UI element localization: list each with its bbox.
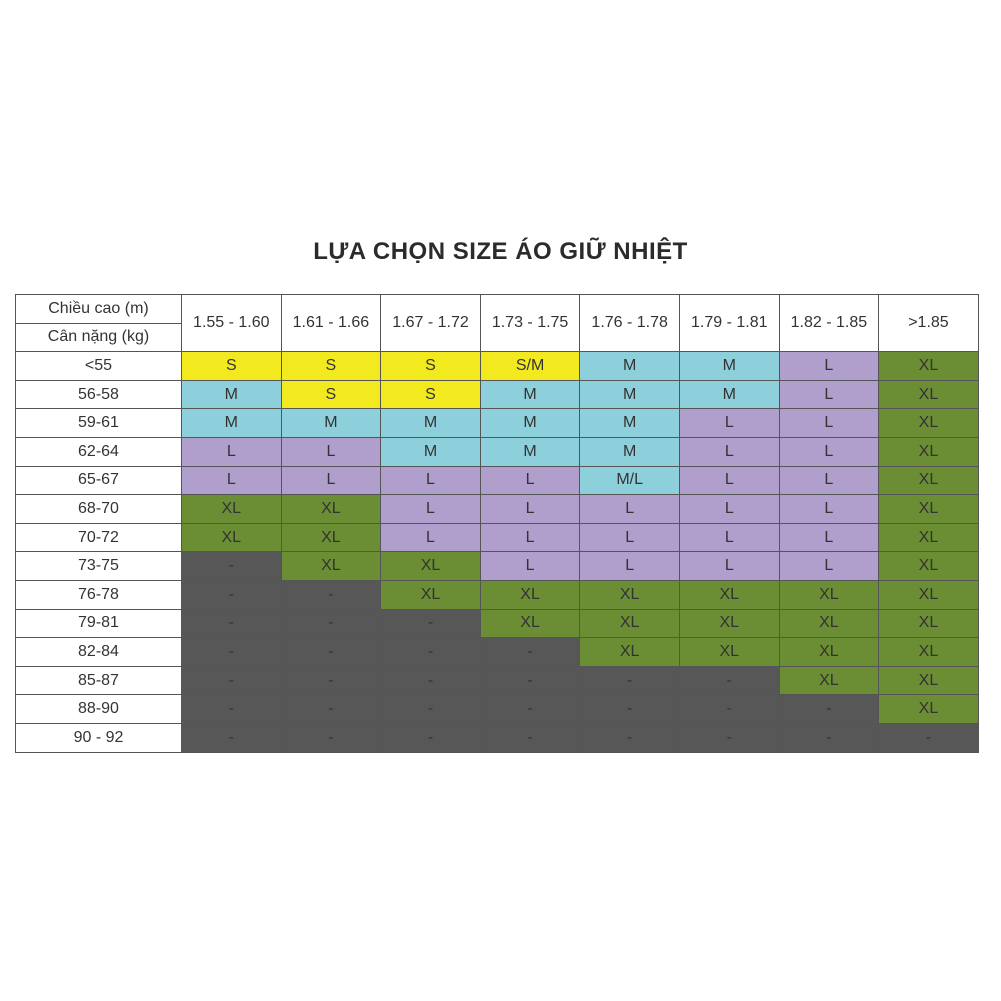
size-cell: XL	[679, 580, 779, 609]
weight-row-label: 65-67	[16, 466, 182, 495]
size-cell: L	[281, 466, 381, 495]
size-cell: L	[679, 409, 779, 438]
height-column-header: 1.55 - 1.60	[182, 295, 282, 352]
size-cell: -	[679, 666, 779, 695]
size-cell: XL	[879, 466, 979, 495]
size-cell: L	[679, 552, 779, 581]
size-cell: XL	[879, 437, 979, 466]
size-cell: -	[281, 609, 381, 638]
size-chart-table	[15, 294, 979, 753]
size-cell: XL	[381, 580, 481, 609]
size-cell: XL	[679, 609, 779, 638]
weight-row-label: 73-75	[16, 552, 182, 581]
size-cell: L	[779, 437, 879, 466]
size-cell: XL	[580, 638, 680, 667]
weight-row-label: <55	[16, 352, 182, 381]
size-cell: M	[679, 352, 779, 381]
size-cell: M	[580, 437, 680, 466]
size-cell: L	[580, 552, 680, 581]
size-cell: L	[779, 523, 879, 552]
size-cell: XL	[879, 380, 979, 409]
table-row	[16, 695, 979, 724]
table-row	[16, 437, 979, 466]
size-cell: M	[480, 409, 580, 438]
size-cell: -	[281, 638, 381, 667]
weight-axis-label: Cân nặng (kg)	[16, 323, 182, 352]
size-cell: M/L	[580, 466, 680, 495]
height-column-header: 1.73 - 1.75	[480, 295, 580, 352]
size-cell: -	[381, 723, 481, 752]
size-cell: S	[381, 380, 481, 409]
size-cell: -	[480, 723, 580, 752]
size-cell: -	[381, 638, 481, 667]
size-cell: XL	[879, 666, 979, 695]
size-cell: -	[281, 666, 381, 695]
size-cell: L	[480, 466, 580, 495]
weight-row-label: 88-90	[16, 695, 182, 724]
table-row	[16, 723, 979, 752]
size-cell: M	[580, 409, 680, 438]
table-row	[16, 609, 979, 638]
size-cell: -	[779, 723, 879, 752]
size-cell: -	[480, 666, 580, 695]
size-cell: L	[281, 437, 381, 466]
weight-row-label: 90 - 92	[16, 723, 182, 752]
size-cell: -	[480, 695, 580, 724]
size-cell: M	[679, 380, 779, 409]
size-cell: -	[182, 695, 282, 724]
weight-row-label: 79-81	[16, 609, 182, 638]
size-cell: XL	[779, 580, 879, 609]
size-cell: -	[182, 723, 282, 752]
height-column-header: 1.79 - 1.81	[679, 295, 779, 352]
size-cell: XL	[879, 409, 979, 438]
size-cell: -	[281, 723, 381, 752]
header-row-1	[16, 295, 979, 324]
size-cell: XL	[879, 695, 979, 724]
size-cell: XL	[580, 609, 680, 638]
size-cell: L	[679, 437, 779, 466]
page-title: LỰA CHỌN SIZE ÁO GIỮ NHIỆT	[313, 238, 688, 265]
size-cell: XL	[281, 523, 381, 552]
size-cell: XL	[182, 495, 282, 524]
size-cell: XL	[879, 609, 979, 638]
size-cell: M	[580, 352, 680, 381]
size-cell: XL	[281, 552, 381, 581]
size-cell: L	[580, 495, 680, 524]
table-row	[16, 380, 979, 409]
table-row	[16, 523, 979, 552]
size-cell: XL	[480, 580, 580, 609]
size-cell: L	[580, 523, 680, 552]
size-cell: M	[580, 380, 680, 409]
size-cell: XL	[679, 638, 779, 667]
table-row	[16, 580, 979, 609]
height-column-header: >1.85	[879, 295, 979, 352]
height-column-header: 1.67 - 1.72	[381, 295, 481, 352]
size-cell: L	[381, 466, 481, 495]
height-axis-label: Chiều cao (m)	[16, 295, 182, 324]
weight-row-label: 82-84	[16, 638, 182, 667]
table-row	[16, 666, 979, 695]
size-cell: XL	[879, 523, 979, 552]
height-column-header: 1.82 - 1.85	[779, 295, 879, 352]
size-cell: L	[381, 495, 481, 524]
size-cell: -	[281, 695, 381, 724]
size-cell: XL	[879, 580, 979, 609]
weight-row-label: 68-70	[16, 495, 182, 524]
size-cell: L	[779, 466, 879, 495]
weight-row-label: 59-61	[16, 409, 182, 438]
table-row	[16, 352, 979, 381]
size-cell: XL	[879, 552, 979, 581]
height-column-header: 1.76 - 1.78	[580, 295, 680, 352]
size-cell: XL	[879, 495, 979, 524]
size-cell: -	[580, 695, 680, 724]
size-cell: -	[580, 723, 680, 752]
size-cell: L	[182, 466, 282, 495]
size-cell: L	[381, 523, 481, 552]
size-cell: L	[779, 409, 879, 438]
size-cell: L	[480, 495, 580, 524]
size-cell: M	[381, 437, 481, 466]
size-cell: S	[281, 380, 381, 409]
size-cell: L	[480, 523, 580, 552]
size-cell: -	[381, 695, 481, 724]
size-cell: L	[679, 523, 779, 552]
size-cell: S	[281, 352, 381, 381]
size-cell: XL	[879, 638, 979, 667]
size-cell: -	[679, 723, 779, 752]
size-cell: -	[182, 638, 282, 667]
size-cell: L	[779, 352, 879, 381]
size-cell: -	[182, 552, 282, 581]
size-cell: L	[679, 495, 779, 524]
table-row	[16, 552, 979, 581]
size-cell: -	[679, 695, 779, 724]
size-cell: M	[480, 437, 580, 466]
size-cell: XL	[480, 609, 580, 638]
size-cell: L	[779, 380, 879, 409]
size-cell: M	[281, 409, 381, 438]
size-cell: L	[779, 495, 879, 524]
size-cell: -	[779, 695, 879, 724]
table-row	[16, 638, 979, 667]
size-cell: S	[381, 352, 481, 381]
table-row	[16, 409, 979, 438]
size-cell: L	[679, 466, 779, 495]
size-cell: XL	[879, 352, 979, 381]
table-row	[16, 495, 979, 524]
weight-row-label: 62-64	[16, 437, 182, 466]
size-cell: L	[480, 552, 580, 581]
weight-row-label: 56-58	[16, 380, 182, 409]
size-cell: XL	[580, 580, 680, 609]
height-column-header: 1.61 - 1.66	[281, 295, 381, 352]
size-cell: -	[281, 580, 381, 609]
size-cell: L	[779, 552, 879, 581]
size-cell: -	[580, 666, 680, 695]
size-cell: L	[182, 437, 282, 466]
size-cell: -	[182, 666, 282, 695]
weight-row-label: 76-78	[16, 580, 182, 609]
size-cell: XL	[182, 523, 282, 552]
size-cell: S	[182, 352, 282, 381]
size-cell: -	[381, 666, 481, 695]
size-cell: M	[381, 409, 481, 438]
size-cell: XL	[281, 495, 381, 524]
size-chart-body	[16, 352, 979, 752]
size-cell: XL	[381, 552, 481, 581]
size-cell: M	[182, 380, 282, 409]
weight-row-label: 85-87	[16, 666, 182, 695]
size-cell: -	[381, 609, 481, 638]
size-cell: XL	[779, 609, 879, 638]
weight-row-label: 70-72	[16, 523, 182, 552]
size-cell: -	[182, 580, 282, 609]
size-cell: -	[182, 609, 282, 638]
size-cell: -	[879, 723, 979, 752]
table-row	[16, 466, 979, 495]
size-cell: XL	[779, 666, 879, 695]
size-cell: S/M	[480, 352, 580, 381]
size-cell: -	[480, 638, 580, 667]
size-cell: M	[480, 380, 580, 409]
size-cell: XL	[779, 638, 879, 667]
size-cell: M	[182, 409, 282, 438]
